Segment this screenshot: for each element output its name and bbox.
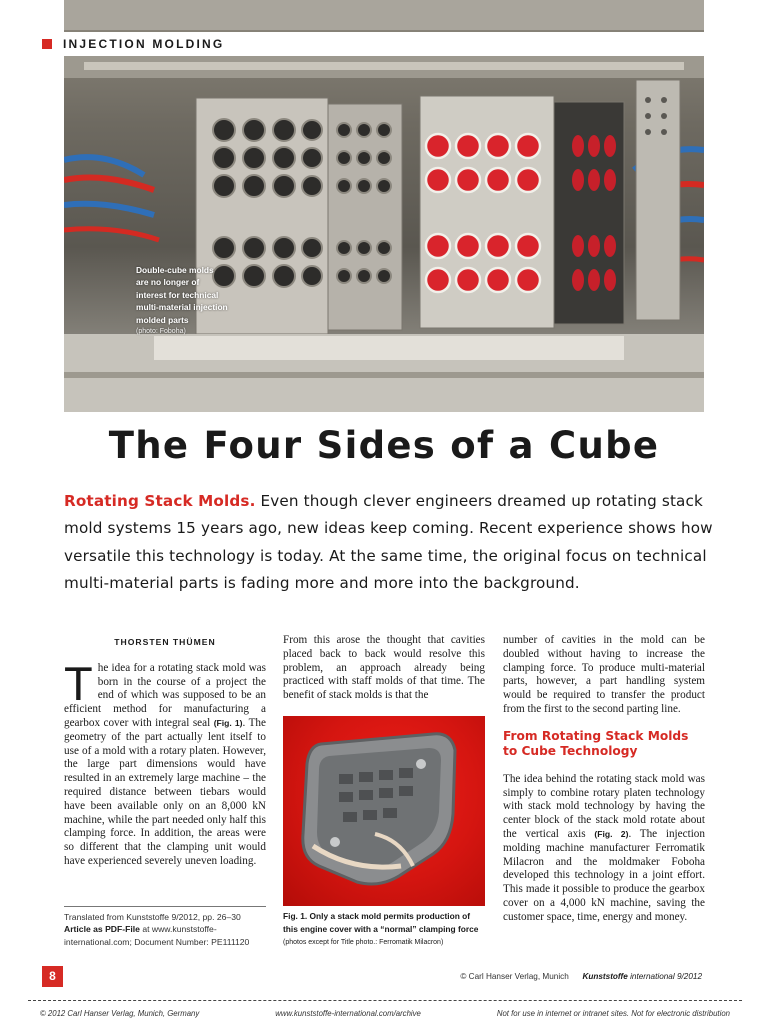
lede-text: Even though clever engineers dreamed up rotating stack mold systems 15 years ago, new ideas keep coming. Recent experience shows how versatile this technology is today. At the same time, the original focus on technical multi-material parts is fading more and more into the background. xyxy=(64,492,713,593)
magazine-issue: international 9/2012 xyxy=(627,972,702,981)
bottom-notice-bar xyxy=(40,1009,730,1018)
bottom-copyright: © 2012 Carl Hanser Verlag, Munich, Germany xyxy=(40,1009,200,1018)
figure-1-caption-text: Fig. 1. Only a stack mold permits production of this engine cover with a “normal” clamping force xyxy=(283,911,479,934)
column-1-body xyxy=(64,656,266,869)
drop-cap: T xyxy=(64,656,93,710)
col3-text-b1: The idea behind the rotating stack mold was simply to combine rotary platen technology with stack mold technology by having the center block of the stack mold rotate about the vertical axis xyxy=(503,772,705,840)
pdf-link-label[interactable]: Article as PDF-File xyxy=(64,924,140,935)
mold-illustration xyxy=(64,0,704,412)
lede-kicker: Rotating Stack Molds. xyxy=(64,492,256,510)
fig1-reference: (Fig. 1) xyxy=(213,717,243,728)
archive-url[interactable]: www.kunststoffe-international.com/archive xyxy=(275,1009,421,1018)
column-3 xyxy=(503,634,705,925)
article-title: The Four Sides of a Cube xyxy=(108,424,660,467)
column-3-body-a: number of cavities in the mold can be doubled without having to increase the clamping force. To produce multi-material parts, however, a part handling system would be required to transfer the product from the first to the second parting line. xyxy=(503,634,705,715)
page-number: 8 xyxy=(42,966,63,987)
translation-source: Translated from Kunststoffe 9/2012, pp. 26–30 xyxy=(64,912,241,922)
hero-caption-text: Double-cube molds are no longer of interest for technical multi-material injection molded parts xyxy=(136,265,228,325)
section-label: INJECTION MOLDING xyxy=(63,37,225,51)
figure-1-credit: (photos except for Title photo.: Ferromatik Milacron) xyxy=(283,939,444,947)
figure-1-photo xyxy=(283,716,485,906)
engine-cover-illustration xyxy=(283,716,485,906)
copyright-line xyxy=(460,972,702,981)
author-byline: THORSTEN THÜMEN xyxy=(114,637,216,647)
column-2-body: From this arose the thought that cavities placed back to back would resolve this problem, an approach already being practiced with staff molds of that time. The benefit of stack molds is that the xyxy=(283,634,485,702)
section-marker-square xyxy=(42,39,52,49)
col1-text-b: . The geometry of the part actually lent itself to use of a mold with a rotary platen. However, the large part dimensions would have resulted in an extremely large machine – the required distance between tiebars would have been available only on an 8,000 kN machine, while the part needed only half this clamping force. In addition, the areas were so different that the clamping unit would have experienced severely uneven loading. xyxy=(64,716,266,867)
figure-1-caption xyxy=(283,910,485,950)
section-subhead: From Rotating Stack Molds to Cube Technology xyxy=(503,728,689,758)
cut-line xyxy=(28,1000,742,1001)
copyright-text: © Carl Hanser Verlag, Munich xyxy=(460,972,569,981)
translation-note xyxy=(64,906,266,948)
article-lede xyxy=(64,488,714,598)
hero-caption xyxy=(136,264,228,338)
column-1 xyxy=(64,636,266,869)
column-3-body-b xyxy=(503,773,705,925)
hero-photo xyxy=(64,0,704,412)
section-header xyxy=(30,32,704,56)
translation-doc-number: at www.kunststoffe-international.com; Document Number: PE111120 xyxy=(64,924,250,947)
hero-credit: (photo: Foboha) xyxy=(136,328,186,336)
distribution-notice: Not for use in internet or intranet sites. Not for electronic distribution xyxy=(496,1009,730,1018)
fig2-reference: (Fig. 2) xyxy=(594,828,629,839)
col3-text-b2: . The injection molding machine manufacturer Ferromatik Milacron and the moldmaker Foboha developed this technology in a joint effort. This made it possible to produce the gearbox cover on a 4,000 kN machine, saving the customer space, time, energy and money. xyxy=(503,827,705,923)
magazine-name: Kunststoffe xyxy=(582,972,628,981)
column-2 xyxy=(283,634,485,703)
col1-text-a: he idea for a rotating stack mold was born in the course of a project the end of which was supposed to be an efficient method for manufacturing a gearbox cover with integral seal xyxy=(64,661,266,729)
